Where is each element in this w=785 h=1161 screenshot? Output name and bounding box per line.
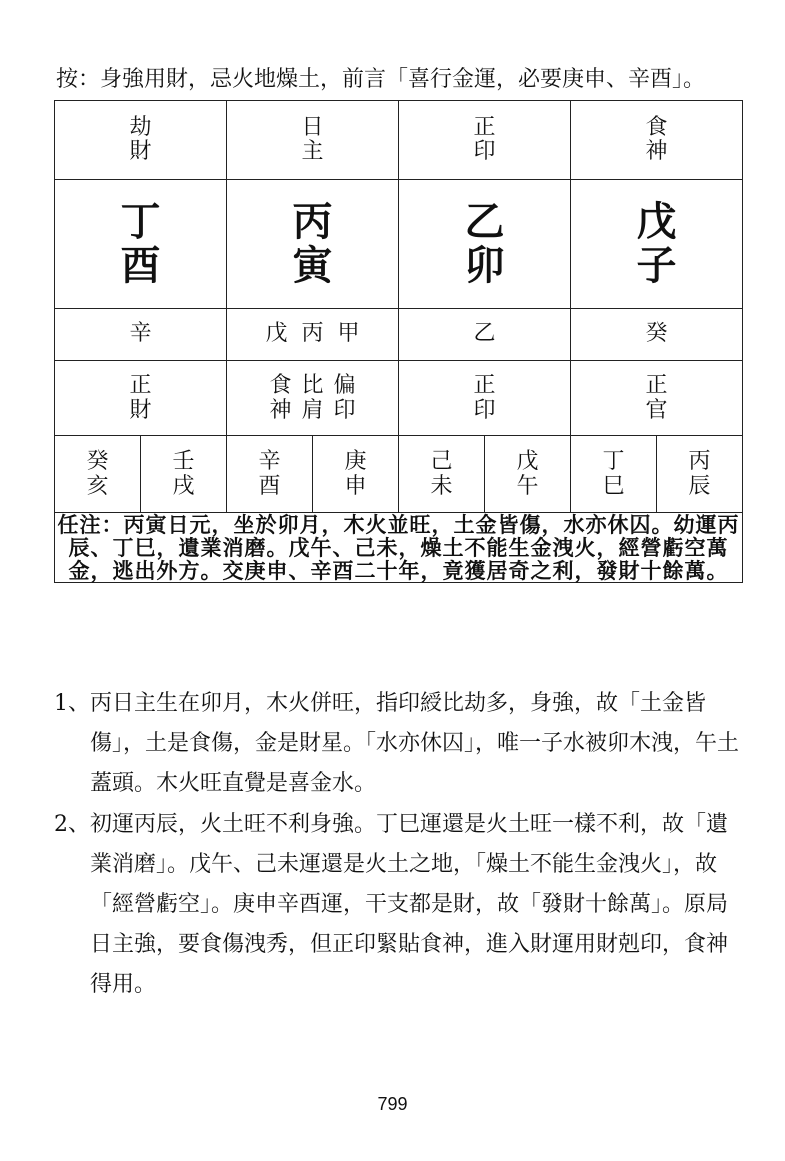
commentary: [54, 684, 744, 1006]
ten-god-month-day: 日主: [227, 101, 399, 180]
luck-pillar: 戊午: [485, 436, 571, 513]
pillar-2: 丙 寅: [227, 180, 399, 309]
intro-text: 按：身強用財，忌火地燥土，前言「喜行金運，必要庚申、辛酉」。: [56, 67, 706, 92]
pillar-1: 丁 酉: [55, 180, 227, 309]
luck-pillar: 丁巳: [571, 436, 657, 513]
bazi-chart: [54, 100, 743, 583]
item-number: 2、: [54, 812, 90, 837]
hidden-ten-gods-3: 正印: [399, 361, 571, 436]
hidden-ten-gods-2: 食神比肩偏印: [227, 361, 399, 436]
pillar-4: 戊 子: [571, 180, 743, 309]
item-text: 丙日主生在卯月，木火併旺，指印綬比劫多，身強，故「土金皆傷」，土是食傷，金是財星。「水亦休囚」，唯一子水被卯木洩，午土蓋頭。木火旺直覺是喜金水。: [90, 691, 740, 796]
hidden-ten-gods-4: 正官: [571, 361, 743, 436]
item-number: 1、: [54, 691, 90, 716]
note-row: [55, 513, 743, 583]
hidden-stems-1: 辛: [55, 309, 227, 361]
luck-pillar: 己未: [399, 436, 485, 513]
ten-gods-top-row: [55, 101, 743, 180]
luck-pillar: 丙辰: [657, 436, 743, 513]
pillar-3: 乙 卯: [399, 180, 571, 309]
ren-note: 任注：丙寅日元，坐於卯月，木火並旺，土金皆傷，水亦休囚。幼運丙辰、丁巳，遺業消磨。戊午、己未，燥土不能生金洩火，經營虧空萬金，逃出外方。交庚申、辛酉二十年，竟獲居奇之利，發財十餘萬。: [55, 513, 743, 583]
luck-pillar: 辛酉: [227, 436, 313, 513]
luck-pillar: 壬戌: [141, 436, 227, 513]
hidden-stems-3: 乙: [399, 309, 571, 361]
ten-god-month: 正印: [399, 101, 571, 180]
commentary-item: [54, 684, 744, 804]
hidden-ten-gods-1: 正財: [55, 361, 227, 436]
luck-pillar: 癸亥: [55, 436, 141, 513]
hidden-stems-row: [55, 309, 743, 361]
commentary-item: [54, 805, 744, 1005]
luck-pillar: 庚申: [313, 436, 399, 513]
item-text: 初運丙辰，火土旺不利身強。丁巳運還是火土旺一樣不利，故「遺業消磨」。戊午、己未運還是火土之地，「燥土不能生金洩火」，故「經營虧空」。庚申辛酉運，干支都是財，故「發財十餘萬」。原局日主強，要食傷洩秀，但正印緊貼食神，進入財運用財剋印，食神得用。: [90, 812, 729, 997]
hidden-stems-4: 癸: [571, 309, 743, 361]
luck-pillars-row: [55, 436, 743, 513]
hidden-stems-2: 戊 丙 甲: [227, 309, 399, 361]
page-number: 799: [377, 1094, 408, 1114]
ten-god-hour: 食神: [571, 101, 743, 180]
pillars-row: [55, 180, 743, 309]
ten-god-year: 劫財: [55, 101, 227, 180]
hidden-ten-gods-row: [55, 361, 743, 436]
